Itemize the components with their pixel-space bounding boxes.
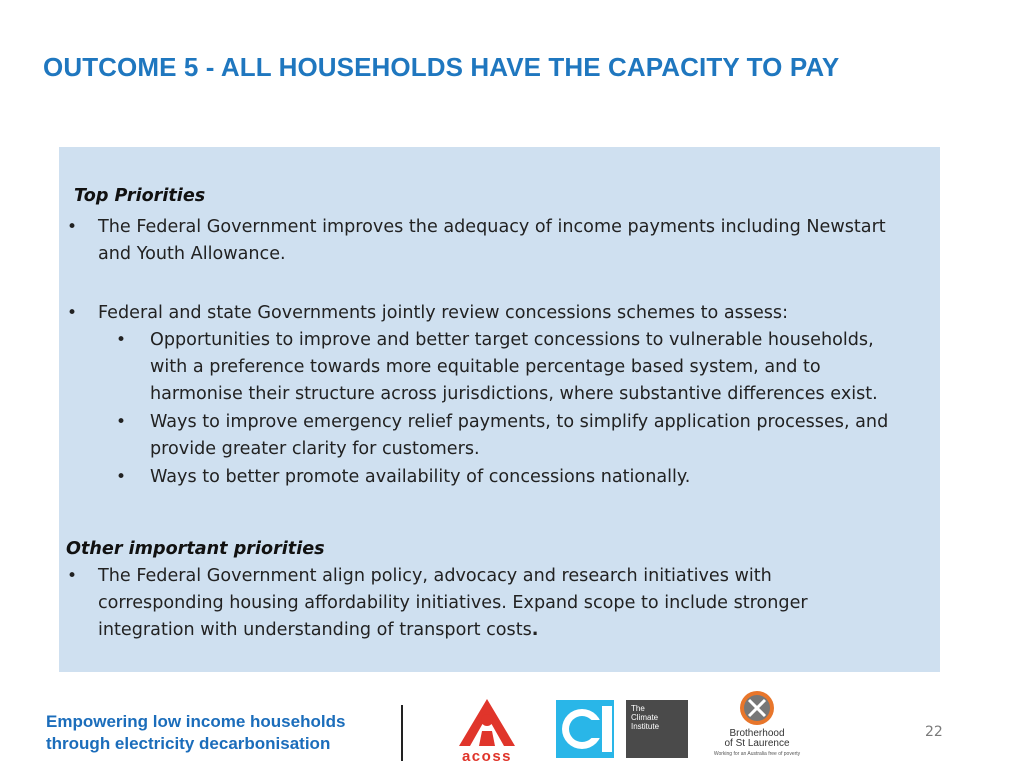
top-priority-1-line-1: The Federal Government improves the adequacy of income payments including Newstart (98, 217, 886, 237)
other-priority-1-line-1: The Federal Government align policy, advocacy and research initiatives with (98, 566, 772, 586)
footer-tagline-line-2: through electricity decarbonisation (46, 734, 331, 753)
top-priorities-heading: Top Priorities (74, 186, 206, 206)
sub-bullet-icon: • (116, 330, 127, 350)
bullet-icon: • (67, 303, 78, 323)
climate-institute-text-3: Institute (631, 722, 660, 731)
bullet-icon: • (67, 566, 78, 586)
page-number: 22 (925, 724, 943, 740)
sub-item-1-line-2: with a preference towards more equitable percentage based system, and to (150, 357, 821, 377)
other-priorities-heading: Other important priorities (66, 539, 325, 559)
climate-institute-logo (556, 700, 688, 758)
acoss-logo (452, 696, 522, 764)
footer-tagline-line-1: Empowering low income households (46, 712, 346, 731)
sub-item-2-line-2: provide greater clarity for customers. (150, 439, 480, 459)
footer-tagline (46, 711, 345, 755)
sub-item-3: Ways to better promote availability of concessions nationally. (150, 467, 691, 487)
climate-institute-i-bar (602, 706, 612, 752)
sub-item-1-line-1: Opportunities to improve and better target concessions to vulnerable households, (150, 330, 874, 350)
top-priority-1-line-2: and Youth Allowance. (98, 244, 286, 264)
sub-item-2-line-1: Ways to improve emergency relief payments, to simplify application processes, and (150, 412, 889, 432)
footer-divider (401, 705, 403, 761)
climate-institute-text-1: The (631, 704, 645, 713)
bsl-name-line-2: of St Laurence (724, 738, 790, 749)
other-priority-1-line-2: corresponding housing affordability initiatives. Expand scope to include stronger (98, 593, 808, 613)
sub-item-1-line-3: harmonise their structure across jurisdictions, where substantive differences exist. (150, 384, 878, 404)
sub-bullet-icon: • (116, 467, 127, 487)
bullet-icon: • (67, 217, 78, 237)
bsl-name-line-1: Brotherhood (729, 728, 785, 739)
climate-institute-c-gap (582, 720, 604, 738)
bsl-tagline: Working for an Australia free of poverty (713, 751, 801, 757)
acoss-label: acoss (461, 748, 513, 764)
top-priority-2: Federal and state Governments jointly review concessions schemes to assess: (98, 303, 789, 323)
bsl-logo (706, 690, 810, 760)
acoss-head-icon (481, 714, 493, 726)
other-priority-1-line-3: integration with understanding of transport costs. (98, 620, 539, 640)
climate-institute-text-2: Climate (631, 713, 659, 722)
sub-bullet-icon: • (116, 412, 127, 432)
page-title: OUTCOME 5 - ALL HOUSEHOLDS HAVE THE CAPACITY TO PAY (43, 52, 840, 82)
